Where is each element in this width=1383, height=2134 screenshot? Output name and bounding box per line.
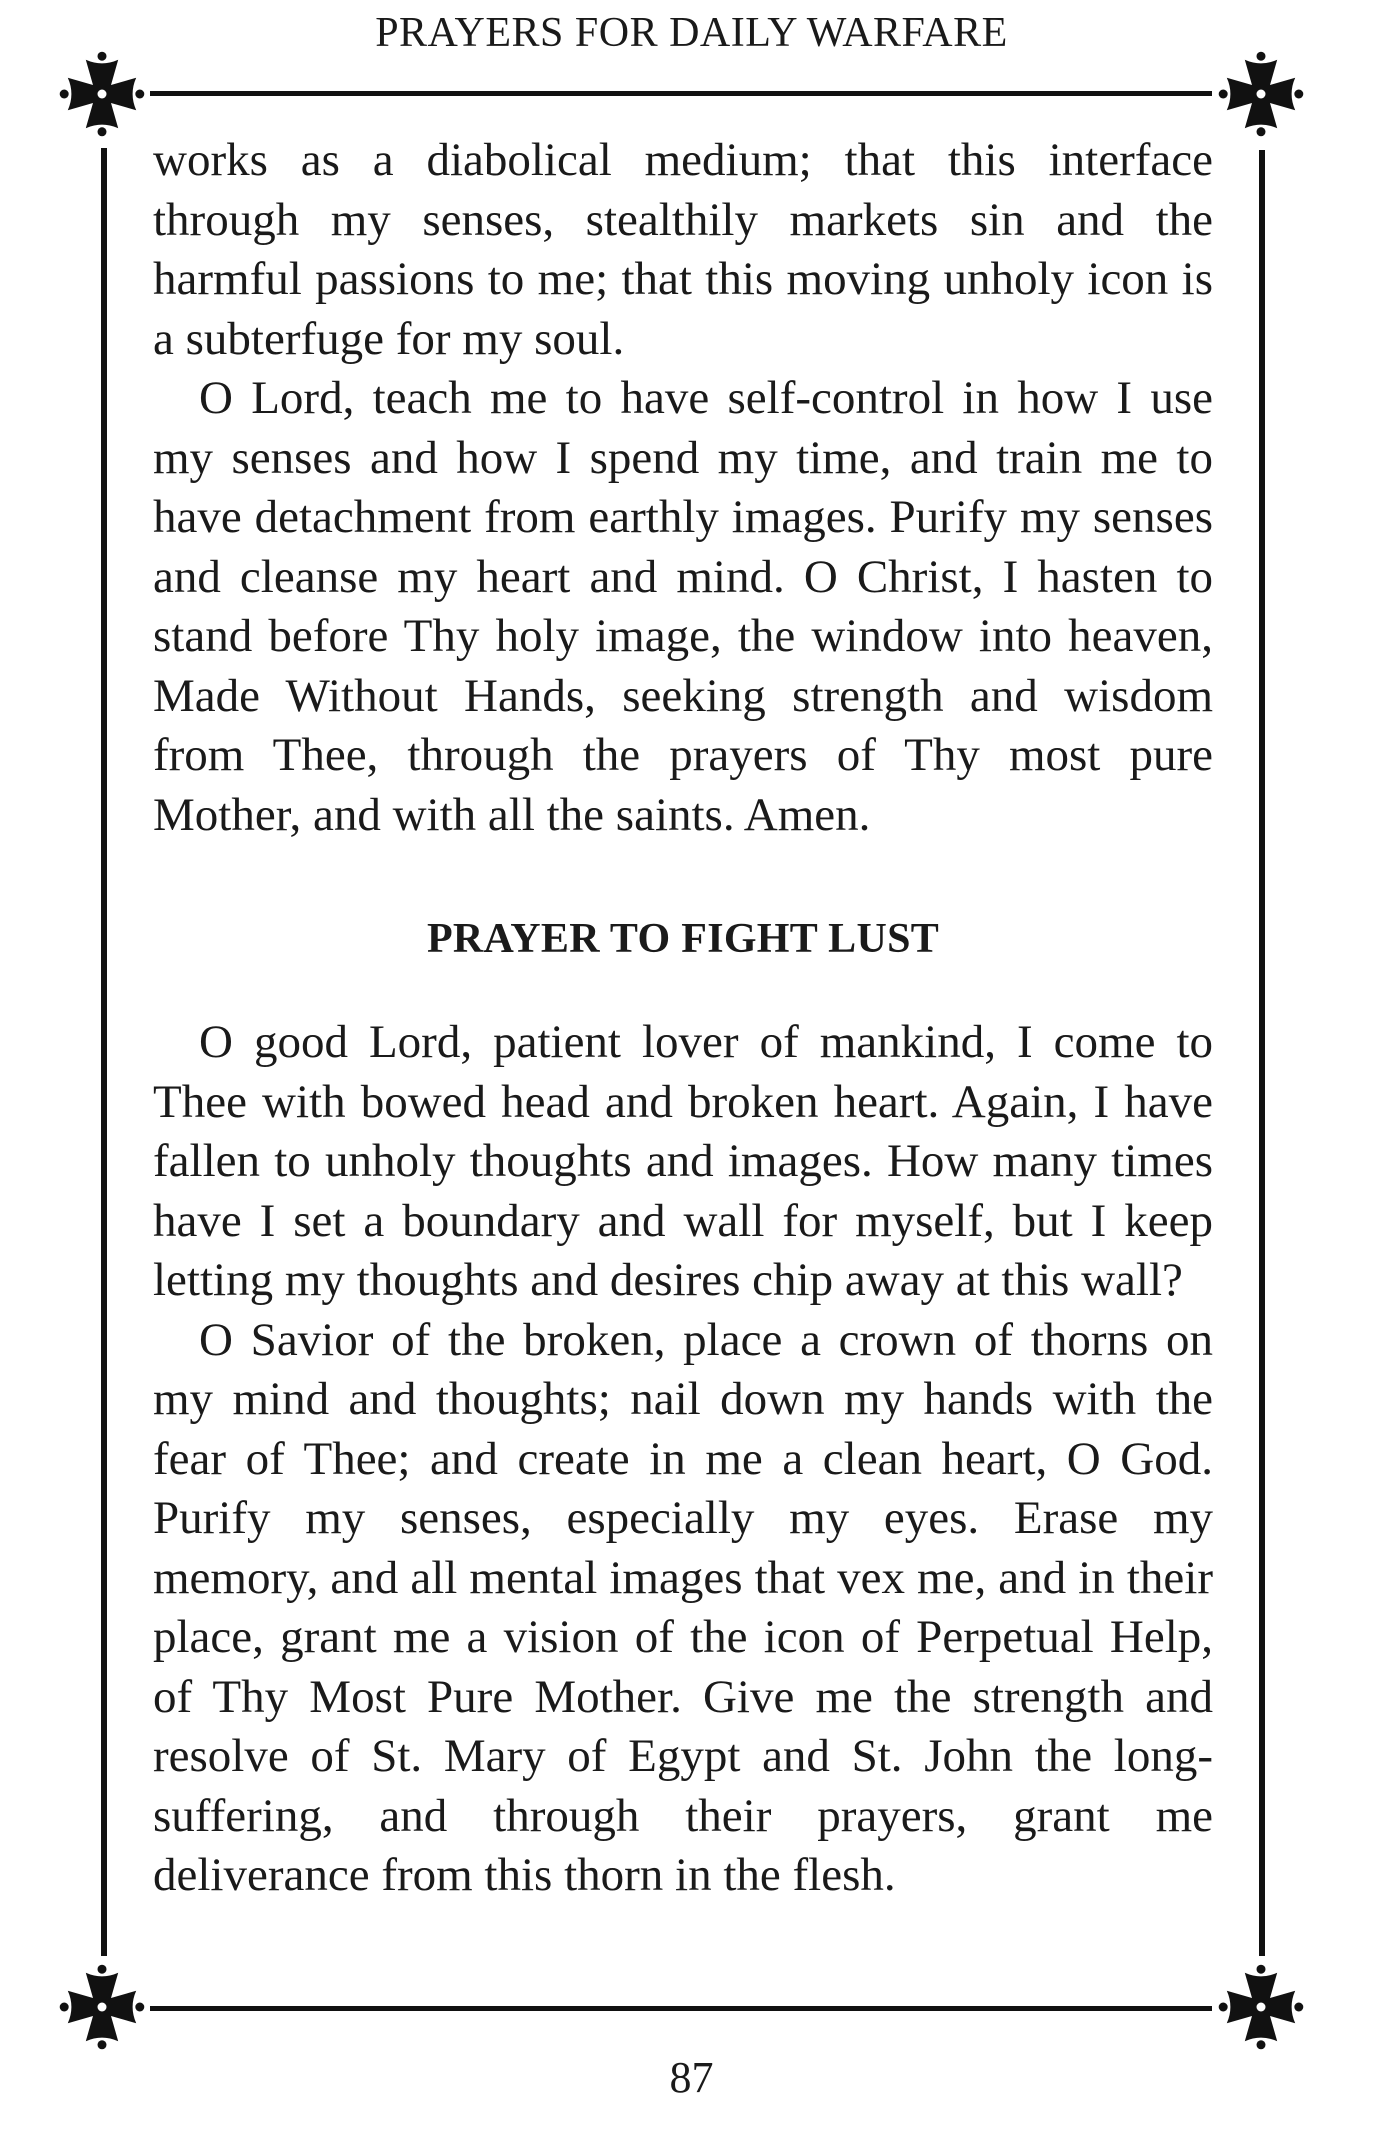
body-paragraph: O Lord, teach me to have self-control in how I use my senses and how I spend my time, and train me to have detachment from earthly images. Purify my senses and cleanse my heart and mind. O Christ, I hasten to stand before Thy holy image, the window into heaven, Made Without Hands, seeking strength and wisdom from Thee, through the prayers of Thy most pure Mother, and with all the saints. Amen. [153, 372, 1213, 841]
section-paragraph: O Savior of the broken, place a crown of thorns on my mind and thoughts; nail down my hands with the fear of Thee; and create in me a clean heart, O God. Purify my senses, especially my eyes. Erase my memory, and all mental images that vex me, and in their place, grant me a vision of the icon of Perpetual Help, of Thy Most Pure Mother. Give me the strength and resolve of St. Mary of Egypt and St. John the long-suffering, and through their prayers, grant me deliverance from this thorn in the flesh. [153, 1313, 1213, 1901]
right-border-rule [1259, 150, 1265, 1956]
bottom-border-rule [150, 2006, 1212, 2011]
text-body [153, 131, 1213, 1906]
running-head: PRAYERS FOR DAILY WARFARE [375, 10, 1008, 56]
cross-pattee-icon [1216, 1962, 1306, 2052]
top-border-rule [150, 91, 1212, 96]
continued-paragraph: works as a diabolical medium; that this interface through my senses, stealthily markets sin and the harmful passions to me; that this moving unholy icon is a subterfuge for my soul. [153, 134, 1213, 365]
section-paragraph: O good Lord, patient lover of mankind, I come to Thee with bowed head and broken heart. Again, I have fallen to unholy thoughts and images. How many times have I set a boundary and wall for myself, but I keep letting my thoughts and desires chip away at this wall? [153, 1016, 1213, 1306]
left-border-rule [101, 148, 107, 1956]
cross-pattee-icon [1216, 49, 1306, 139]
cross-pattee-icon [57, 1962, 147, 2052]
page-number: 87 [669, 2053, 714, 2102]
cross-pattee-icon [57, 49, 147, 139]
section-title: PRAYER TO FIGHT LUST [426, 916, 940, 962]
